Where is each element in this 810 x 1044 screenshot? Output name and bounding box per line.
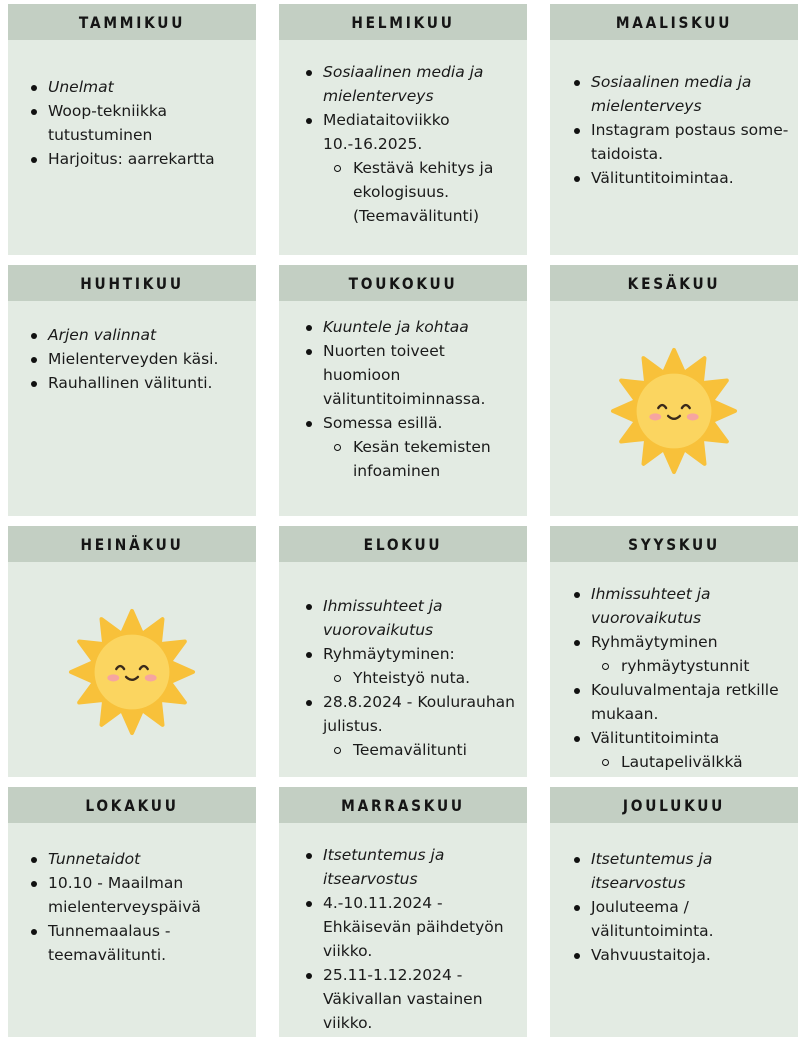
month-header	[550, 265, 798, 301]
topic-text: 4.-10.11.2024 - Ehkäisevän päihdetyön viikko.	[323, 894, 504, 960]
topic-text: Vahvuustaitoja.	[591, 946, 711, 964]
topic-item	[26, 323, 250, 347]
subtopic-list	[331, 435, 521, 483]
month-header	[550, 787, 798, 823]
smiling-sun-icon	[610, 347, 738, 475]
topic-item	[26, 871, 250, 919]
subtopic-list	[599, 654, 792, 678]
sun-illustration	[68, 608, 196, 740]
month-content	[550, 301, 798, 516]
month-card-kesäkuu	[550, 265, 798, 516]
month-card-syyskuu	[550, 526, 798, 777]
subtopic-item: Kesän tekemisten infoaminen	[331, 435, 521, 483]
month-content	[279, 301, 527, 516]
topic-item	[569, 895, 792, 943]
month-card-toukokuu	[279, 265, 527, 516]
topic-list	[569, 70, 792, 190]
theme-title: Arjen valinnat	[48, 326, 157, 344]
month-title: TAMMIKUU	[25, 4, 238, 40]
month-header	[8, 787, 256, 823]
month-title: HUHTIKUU	[25, 265, 238, 301]
month-card-maaliskuu	[550, 4, 798, 255]
topic-text: 10.10 - Maailman mielenterveyspäivä	[48, 874, 201, 916]
month-card-tammikuu	[8, 4, 256, 255]
month-title: JOULUKUU	[567, 787, 780, 823]
topic-item	[26, 99, 250, 147]
topic-item	[569, 943, 792, 967]
subtopic-item: Teemavälitunti	[331, 738, 521, 762]
topic-list	[26, 847, 250, 967]
month-title: MARRASKUU	[296, 787, 509, 823]
month-content	[550, 40, 798, 255]
month-header	[550, 526, 798, 562]
theme-title: Sosiaalinen media ja mielenterveys	[591, 73, 752, 115]
topic-text: 28.8.2024 - Koulurauhan julistus.	[323, 693, 516, 735]
topic-text: Nuorten toiveet huomioon välituntitoiminnassa.	[323, 342, 486, 408]
topic-item	[301, 891, 521, 963]
subtopic-item: ryhmäytystunnit	[599, 654, 792, 678]
month-title: TOUKOKUU	[296, 265, 509, 301]
sun-illustration	[610, 347, 738, 479]
month-content	[8, 823, 256, 1037]
month-content	[550, 823, 798, 1037]
theme-title: Ihmissuhteet ja vuorovaikutus	[323, 597, 443, 639]
topic-list	[301, 315, 521, 483]
topic-item	[301, 60, 521, 108]
topic-text: Harjoitus: aarrekartta	[48, 150, 215, 168]
topic-list	[569, 582, 792, 774]
month-header	[8, 526, 256, 562]
topic-list	[26, 323, 250, 395]
theme-title: Unelmat	[48, 78, 114, 96]
month-card-helmikuu	[279, 4, 527, 255]
month-title: KESÄKUU	[567, 265, 780, 301]
topic-item	[569, 726, 792, 774]
subtopic-list	[599, 750, 792, 774]
theme-title: Sosiaalinen media ja mielenterveys	[323, 63, 484, 105]
topic-list	[301, 843, 521, 1035]
month-card-huhtikuu	[8, 265, 256, 516]
month-content	[8, 301, 256, 516]
theme-title: Itsetuntemus ja itsearvostus	[591, 850, 713, 892]
month-title: ELOKUU	[296, 526, 509, 562]
month-title: SYYSKUU	[567, 526, 780, 562]
topic-text: Välituntitoimintaa.	[591, 169, 734, 187]
topic-list	[301, 594, 521, 762]
topic-text: Kouluvalmentaja retkille mukaan.	[591, 681, 779, 723]
month-content	[8, 40, 256, 255]
topic-item	[301, 843, 521, 891]
month-card-joulukuu	[550, 787, 798, 1037]
month-title: HEINÄKUU	[25, 526, 238, 562]
theme-title: Itsetuntemus ja itsearvostus	[323, 846, 445, 888]
topic-text: Woop-tekniikka tutustuminen	[48, 102, 168, 144]
topic-item	[301, 108, 521, 228]
month-title: LOKAKUU	[25, 787, 238, 823]
topic-text: 25.11-1.12.2024 - Väkivallan vastainen viikko.	[323, 966, 483, 1032]
topic-item	[569, 70, 792, 118]
theme-title: Ihmissuhteet ja vuorovaikutus	[591, 585, 711, 627]
topic-text: Instagram postaus some-taidoista.	[591, 121, 789, 163]
month-card-elokuu	[279, 526, 527, 777]
topic-item	[26, 919, 250, 967]
month-header	[279, 4, 527, 40]
topic-list	[26, 75, 250, 171]
month-card-heinäkuu	[8, 526, 256, 777]
topic-text: Somessa esillä.	[323, 414, 443, 432]
subtopic-item: Kestävä kehitys ja ekologisuus. (Teemavälitunti)	[331, 156, 521, 228]
month-header	[279, 526, 527, 562]
subtopic-item: Yhteistyö nuta.	[331, 666, 521, 690]
subtopic-item: Lautapelivälkkä	[599, 750, 792, 774]
month-title: MAALISKUU	[567, 4, 780, 40]
topic-text: Jouluteema / välituntoiminta.	[591, 898, 714, 940]
topic-text: Rauhallinen välitunti.	[48, 374, 213, 392]
topic-item	[301, 339, 521, 411]
topic-item	[26, 75, 250, 99]
topic-list	[301, 60, 521, 228]
topic-item	[26, 347, 250, 371]
subtopic-list	[331, 666, 521, 690]
month-header	[8, 4, 256, 40]
subtopic-list	[331, 156, 521, 228]
month-content	[279, 40, 527, 255]
topic-item	[569, 678, 792, 726]
smiling-sun-icon	[68, 608, 196, 736]
topic-text: Ryhmäytyminen:	[323, 645, 455, 663]
topic-list	[569, 847, 792, 967]
topic-item	[569, 847, 792, 895]
topic-item	[301, 411, 521, 483]
month-card-lokakuu	[8, 787, 256, 1037]
month-header	[279, 265, 527, 301]
theme-title: Tunnetaidot	[48, 850, 141, 868]
topic-text: Välituntitoiminta	[591, 729, 720, 747]
topic-text: Mielenterveyden käsi.	[48, 350, 219, 368]
month-header	[550, 4, 798, 40]
topic-text: Ryhmäytyminen	[591, 633, 718, 651]
topic-text: Tunnemaalaus - teemavälitunti.	[48, 922, 171, 964]
topic-text: Mediataitoviikko 10.-16.2025.	[323, 111, 450, 153]
subtopic-list	[331, 738, 521, 762]
topic-item	[26, 847, 250, 871]
month-title: HELMIKUU	[296, 4, 509, 40]
month-header	[8, 265, 256, 301]
topic-item	[301, 690, 521, 762]
month-content	[279, 562, 527, 777]
month-header	[279, 787, 527, 823]
month-card-marraskuu	[279, 787, 527, 1037]
topic-item	[569, 118, 792, 166]
topic-item	[301, 315, 521, 339]
topic-item	[569, 582, 792, 630]
topic-item	[26, 147, 250, 171]
theme-title: Kuuntele ja kohtaa	[323, 318, 469, 336]
topic-item	[301, 594, 521, 642]
month-content	[8, 562, 256, 777]
topic-item	[301, 963, 521, 1035]
month-content	[279, 823, 527, 1037]
topic-item	[569, 630, 792, 678]
topic-item	[569, 166, 792, 190]
topic-item	[301, 642, 521, 690]
topic-item	[26, 371, 250, 395]
month-content	[550, 562, 798, 777]
